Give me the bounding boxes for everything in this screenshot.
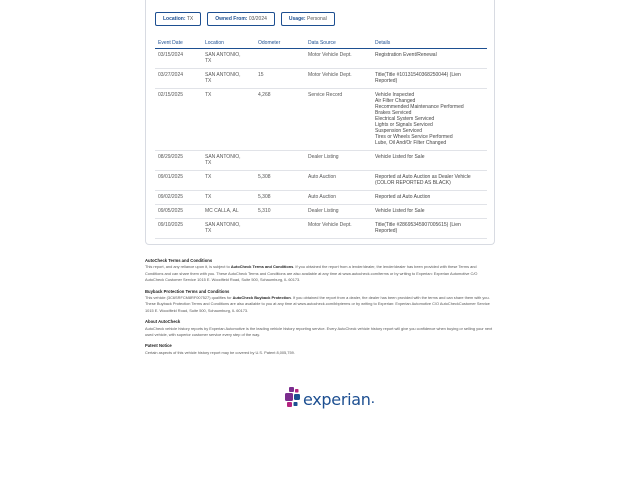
odometer-cell (258, 52, 308, 64)
details-cell-line: Title(Title #28695345907005615) (Lien (375, 222, 461, 228)
location-filter-value: TX (186, 16, 194, 22)
terms-section (145, 258, 495, 361)
location-filter-label: Location: (163, 16, 186, 22)
experian-dots-icon (284, 386, 302, 412)
location-cell-line: TX (205, 160, 212, 166)
details-cell-line: Vehicle Listed for Sale (375, 208, 425, 214)
details-cell-line: Reported at Auto Auction (375, 194, 431, 200)
details-cell (375, 72, 487, 84)
location-cell-line: TX (205, 58, 212, 64)
details-cell-line: Brakes Serviced (375, 110, 412, 116)
location-cell-line: SAN ANTONIO, (205, 72, 241, 78)
data-source-cell: Dealer Listing (308, 154, 339, 160)
buyback-terms (145, 289, 495, 315)
filter-bar (155, 12, 335, 26)
table-row (155, 49, 487, 69)
location-cell (205, 72, 258, 84)
details-cell-line: Vehicle Listed for Sale (375, 154, 425, 160)
odometer-cell: 15 (258, 72, 264, 78)
event-date-cell: 08/29/2025 (158, 154, 184, 160)
buyback-terms-text: This vehicle (3C6SRFCM8RF007527) qualifies for AutoCheck Buyback Protection. If you obtained the report from a dealer, the dealer has been provided with the terms and can share them with you. These Buyback Protection Terms and Conditions are also available to you at any time at www.autocheck.com/bbpterms or by writing to Experian: Experian Automotive C/O AutoCheckCustomer Service 1015 E. Woodfield Road, Suite 500, Schaumburg, IL 60173. (145, 295, 490, 313)
column-header-data-source[interactable]: Data Source (308, 40, 336, 46)
details-cell (375, 194, 487, 200)
event-date-cell: 09/01/2025 (158, 174, 184, 180)
event-date-cell: 09/02/2025 (158, 194, 184, 200)
column-header-odometer[interactable]: Odometer (258, 40, 281, 46)
table-row (155, 89, 487, 151)
autocheck-terms-link[interactable]: AutoCheck Terms and Conditions (230, 264, 294, 270)
location-cell-line: MC CALLA, AL (205, 208, 239, 214)
odometer-cell (258, 154, 308, 166)
patent-notice-text: Certain aspects of this vehicle history report may be covered by U.S. Patent 8,005,759. (145, 349, 295, 355)
location-filter[interactable] (155, 12, 201, 26)
details-cell-line: Reported at Auto Auction as Dealer Vehicle (375, 174, 471, 180)
location-cell-line: TX (205, 78, 212, 84)
details-cell (375, 92, 487, 146)
odometer-cell: 5,310 (258, 208, 271, 214)
details-cell-line: Vehicle Inspected (375, 92, 415, 98)
column-header-details[interactable]: Details (375, 40, 391, 46)
table-row (155, 151, 487, 171)
column-header-location[interactable]: Location (205, 40, 224, 46)
table-row (155, 205, 487, 219)
details-cell-line: Recommended Maintenance Performed (375, 104, 464, 110)
details-cell-line: Lights or Signals Serviced (375, 122, 433, 128)
data-source-cell: Motor Vehicle Dept. (308, 52, 352, 58)
location-cell-line: TX (205, 194, 212, 200)
location-cell (205, 222, 258, 234)
details-cell-line: Title(Title #10131540368250044) (Lien (375, 72, 461, 78)
autocheck-terms (145, 258, 495, 284)
location-cell-line: TX (205, 92, 212, 98)
patent-notice-title: Patent Notice (145, 343, 172, 349)
data-source-cell: Auto Auction (308, 194, 337, 200)
history-table (155, 38, 487, 239)
details-cell-line: Registration Event/Renewal (375, 52, 437, 58)
details-cell-line: Reported) (375, 228, 398, 234)
details-cell (375, 52, 487, 64)
owned-from-filter-label: Owned From: (215, 16, 248, 22)
details-cell-line: Suspension Serviced (375, 128, 422, 134)
patent-notice (145, 343, 495, 356)
location-cell (205, 52, 258, 64)
about-autocheck-title: About AutoCheck (145, 319, 181, 325)
column-header-event-date[interactable]: Event Date (158, 40, 183, 46)
location-cell-line: SAN ANTONIO, (205, 154, 241, 160)
table-row (155, 171, 487, 191)
table-row (155, 69, 487, 89)
usage-filter[interactable] (281, 12, 335, 26)
owned-from-filter-value: 03/2024 (248, 16, 267, 22)
data-source-cell: Service Record (308, 92, 343, 98)
table-row (155, 219, 487, 239)
location-cell-line: SAN ANTONIO, (205, 222, 241, 228)
location-cell (205, 154, 258, 166)
details-cell-line: Air Filter Changed (375, 98, 416, 104)
details-cell-line: Electrical System Serviced (375, 116, 435, 122)
odometer-cell: 5,308 (258, 174, 271, 180)
buyback-protection-link[interactable]: AutoCheck Buyback Protection (232, 295, 291, 301)
details-cell (375, 154, 487, 166)
event-date-cell: 09/05/2025 (158, 208, 184, 214)
details-cell (375, 174, 487, 186)
location-cell (205, 208, 258, 214)
event-date-cell: 09/10/2025 (158, 222, 184, 228)
details-cell-line: Reported) (375, 78, 398, 84)
about-autocheck-text: AutoCheck vehicle history reports by Experian Automotive is the leading vehicle history reporting service. Every AutoCheck vehicle history report will give you confidence when buying or selling your next used vehicle, with superior customer service every step of the way. (145, 325, 493, 338)
experian-logo (284, 386, 375, 412)
location-cell (205, 92, 258, 146)
autocheck-terms-title: AutoCheck Terms and Conditions (145, 258, 213, 263)
data-source-cell: Dealer Listing (308, 208, 339, 214)
table-body (155, 49, 487, 239)
location-cell-line: TX (205, 228, 212, 234)
data-source-cell: Motor Vehicle Dept. (308, 222, 352, 228)
vehicle-history-card (145, 0, 495, 245)
experian-wordmark: experian (303, 389, 371, 409)
details-cell (375, 208, 487, 214)
experian-wordmark-dot: . (370, 390, 376, 407)
data-source-cell: Auto Auction (308, 174, 337, 180)
odometer-cell: 5,308 (258, 194, 271, 200)
details-cell-line: Tires or Wheels Service Performed (375, 134, 453, 140)
owned-from-filter[interactable] (207, 12, 275, 26)
odometer-cell: 4,268 (258, 92, 271, 98)
autocheck-terms-text: This report, and any reliance upon it, is subject to AutoCheck Terms and Conditions. If you obtained the report from a lender/dealer, the lender/dealer has been provided with these Terms and Conditions and can share them with you. These AutoCheck Terms and Conditions are also available at any time at www.autocheck.com/terms or by writing to Experian: Experian Automotive C/O AutoCheck Customer Service 1015 E. Woodfield Road, Suite 500, Schaumburg, IL 60173. (145, 264, 478, 283)
location-cell (205, 194, 258, 200)
details-cell (375, 222, 487, 234)
data-source-cell: Motor Vehicle Dept. (308, 72, 352, 78)
location-cell-line: TX (205, 174, 212, 180)
event-date-cell: 03/15/2024 (158, 52, 184, 58)
details-cell-line: Lube, Oil And/Or Filter Changed (375, 140, 447, 146)
details-cell-line: (COLOR REPORTED AS BLACK) (375, 180, 451, 186)
about-autocheck (145, 319, 495, 338)
location-cell (205, 174, 258, 186)
usage-filter-value: Personal (306, 16, 327, 22)
table-row (155, 191, 487, 205)
event-date-cell: 02/15/2025 (158, 92, 184, 98)
event-date-cell: 03/27/2024 (158, 72, 184, 78)
odometer-cell (258, 222, 308, 234)
buyback-terms-title: Buyback Protection Terms and Conditions (145, 288, 230, 294)
location-cell-line: SAN ANTONIO, (205, 52, 241, 58)
table-header (155, 38, 487, 49)
usage-filter-label: Usage: (288, 16, 306, 22)
